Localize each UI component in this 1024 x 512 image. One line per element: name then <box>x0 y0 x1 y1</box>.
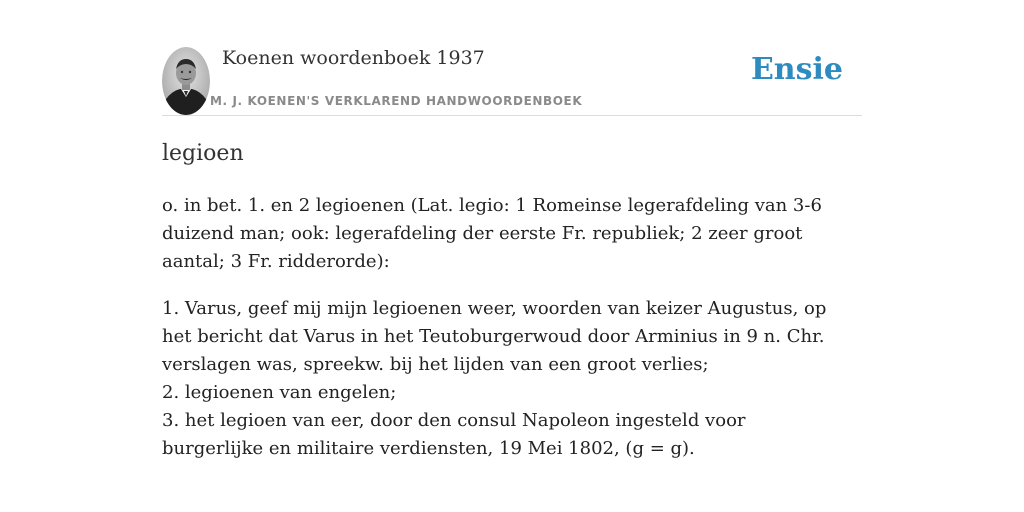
entry-definition: o. in bet. 1. en 2 legioenen (Lat. legio: 1 Romeinse legerafdeling van 3-6 duizend man; ook: legerafdeling der eerste Fr. republiek; 2 zeer groot aantal; 3 Fr. ridderorde): <box>162 195 822 272</box>
dictionary-header <box>162 0 862 116</box>
author-portrait-icon <box>162 47 210 115</box>
example-item: 1. Varus, geef mij mijn legioenen weer, woorden van keizer Augustus, op het bericht dat Varus in het Teutoburgerwoud door Arminius in 9 n. Chr. verslagen was, spreekw. bij het lijden van een groot verlies; <box>162 298 827 375</box>
page-content <box>162 0 862 512</box>
entry-examples <box>162 295 852 463</box>
headword: legioen <box>162 141 244 166</box>
example-item: 3. het legioen van eer, door den consul Napoleon ingesteld voor burgerlijke en militaire verdiensten, 19 Mei 1802, (g = g). <box>162 410 746 459</box>
example-item: 2. legioenen van engelen; <box>162 382 397 403</box>
dictionary-title[interactable]: Koenen woordenboek 1937 <box>222 47 485 69</box>
dictionary-subtitle: M. J. KOENEN'S VERKLAREND HANDWOORDENBOEK <box>210 94 583 108</box>
ensie-logo-link[interactable]: Ensie <box>750 52 843 87</box>
